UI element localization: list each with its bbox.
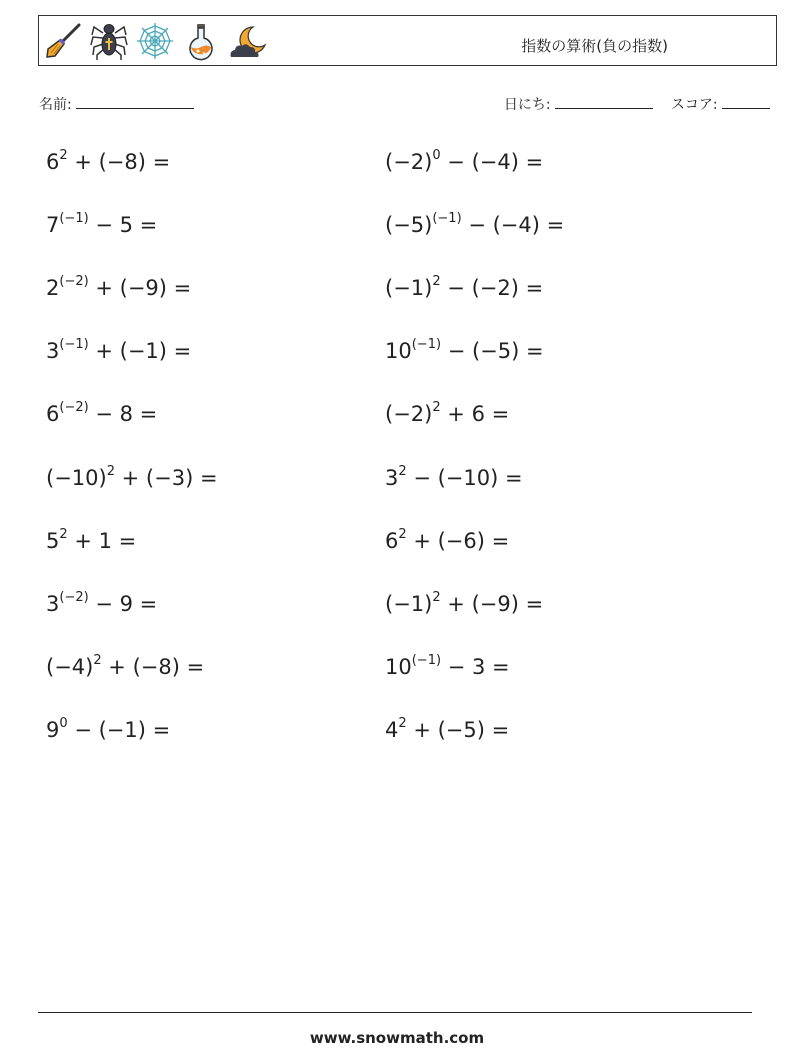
problem-exponent: 2 <box>432 274 441 289</box>
problem-item <box>385 529 509 553</box>
problem-base: 4 <box>385 718 399 742</box>
problem-exponent: 0 <box>59 716 68 731</box>
problem-exponent: 2 <box>59 527 68 542</box>
problem-item <box>385 150 543 174</box>
problem-base: (−10) <box>46 466 107 490</box>
problem-base: 10 <box>385 655 412 679</box>
worksheet-title: 指数の算術(負の指数) <box>521 37 668 55</box>
problem-base: 9 <box>46 718 60 742</box>
problem-exponent: (−1) <box>432 211 462 226</box>
problem-item <box>385 466 523 490</box>
name-field <box>39 94 194 114</box>
potion-icon <box>181 21 221 61</box>
problem-rest: + (−3) = <box>114 466 218 490</box>
problem-exponent: 2 <box>398 464 407 479</box>
problem-rest: − 3 = <box>441 655 510 679</box>
problem-exponent: (−2) <box>59 590 89 605</box>
moon-cloud-icon <box>227 21 267 61</box>
problem-item <box>385 592 543 616</box>
problem-item <box>385 213 564 237</box>
date-score-fields <box>504 94 770 114</box>
problem-rest: + (−8) = <box>101 655 205 679</box>
problem-rest: − (−2) = <box>440 276 544 300</box>
problem-rest: − 9 = <box>88 592 158 616</box>
problem-item <box>46 150 170 174</box>
name-line[interactable] <box>76 97 194 109</box>
problem-rest: − (−10) = <box>406 466 523 490</box>
footer-divider <box>38 1012 752 1013</box>
problem-base: 2 <box>46 276 60 300</box>
problem-base: 7 <box>46 213 60 237</box>
problem-exponent: 0 <box>432 148 441 163</box>
problem-base: (−1) <box>385 276 433 300</box>
problem-rest: − 8 = <box>88 402 158 426</box>
problem-base: 6 <box>385 529 399 553</box>
problem-rest: + (−6) = <box>406 529 510 553</box>
problem-rest: − 5 = <box>88 213 158 237</box>
problem-base: 3 <box>385 466 399 490</box>
problem-rest: − (−4) = <box>461 213 565 237</box>
problem-rest: + (−9) = <box>440 592 544 616</box>
problem-item <box>385 718 509 742</box>
problem-exponent: (−1) <box>411 653 442 668</box>
problem-base: 10 <box>385 339 412 363</box>
date-line[interactable] <box>555 97 653 109</box>
problem-rest: + (−8) = <box>67 150 171 174</box>
problem-rest: + (−9) = <box>88 276 192 300</box>
problem-rest: + 6 = <box>440 402 510 426</box>
problem-exponent: 2 <box>398 527 407 542</box>
problem-base: 3 <box>46 339 60 363</box>
problem-base: 3 <box>46 592 60 616</box>
problem-base: 6 <box>46 150 60 174</box>
problem-exponent: 2 <box>432 590 441 605</box>
date-label: 日にち: <box>503 97 551 113</box>
name-label: 名前: <box>39 97 72 113</box>
problem-item <box>46 718 170 742</box>
problem-exponent: (−2) <box>59 274 89 289</box>
problem-base: (−2) <box>385 402 433 426</box>
problem-base: (−2) <box>385 150 433 174</box>
problem-item <box>385 655 510 679</box>
problem-item <box>46 339 191 363</box>
problem-item <box>46 276 191 300</box>
problem-base: (−1) <box>385 592 433 616</box>
problem-item <box>385 402 509 426</box>
problem-exponent: 2 <box>93 653 102 668</box>
header-icons <box>43 20 267 62</box>
problem-rest: − (−5) = <box>441 339 544 363</box>
problem-item <box>46 213 157 237</box>
score-label: スコア: <box>670 97 718 113</box>
problem-rest: − (−4) = <box>440 150 544 174</box>
spider-icon <box>89 21 129 61</box>
problem-base: (−4) <box>46 655 94 679</box>
problem-exponent: 2 <box>398 716 407 731</box>
problem-exponent: (−1) <box>59 337 89 352</box>
problem-rest: + (−5) = <box>406 718 510 742</box>
problem-exponent: 2 <box>59 148 68 163</box>
problem-item <box>46 592 157 616</box>
score-line[interactable] <box>722 97 770 109</box>
problem-exponent: (−1) <box>59 211 89 226</box>
footer-url: www.snowmath.com <box>309 1029 485 1047</box>
broom-icon <box>43 21 83 61</box>
problem-item <box>46 402 157 426</box>
worksheet-header <box>38 15 777 66</box>
problem-base: 5 <box>46 529 60 553</box>
problem-exponent: (−1) <box>411 337 442 352</box>
problem-rest: + (−1) = <box>88 339 192 363</box>
problem-item <box>385 276 543 300</box>
problem-base: 6 <box>46 402 60 426</box>
problem-item <box>46 529 136 553</box>
spiderweb-icon <box>135 21 175 61</box>
problem-item <box>46 655 204 679</box>
problem-exponent: (−2) <box>59 400 89 415</box>
problem-exponent: 2 <box>432 400 441 415</box>
problem-exponent: 2 <box>106 464 115 479</box>
problem-rest: − (−1) = <box>67 718 171 742</box>
problem-base: (−5) <box>385 213 433 237</box>
problem-item <box>385 339 544 363</box>
problem-item <box>46 466 218 490</box>
problem-rest: + 1 = <box>67 529 137 553</box>
